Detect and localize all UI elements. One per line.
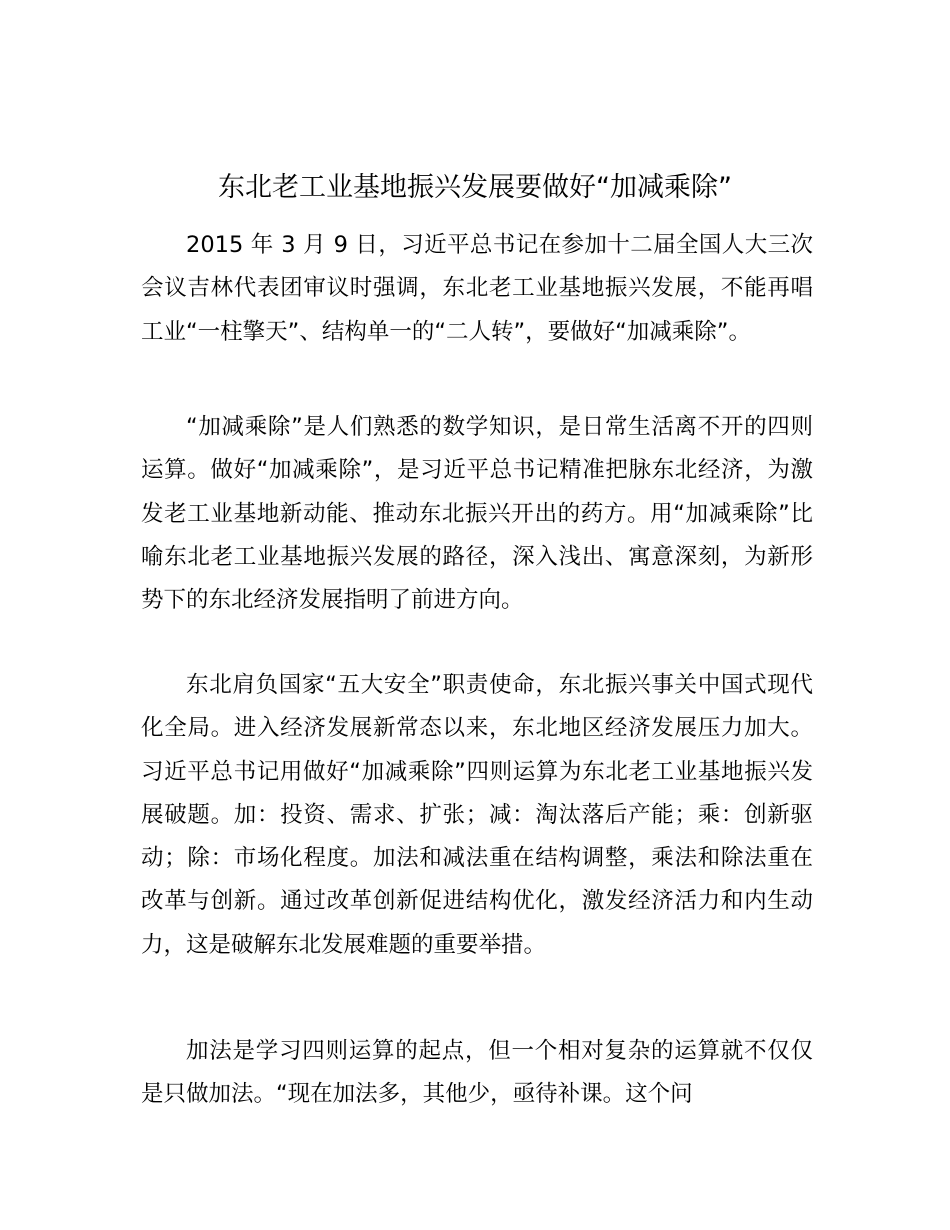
- paragraph-2: “加减乘除”是人们熟悉的数学知识，是日常生活离不开的四则运算。做好“加减乘除”，是习近平总书记精准把脉东北经济，为激发老工业基地新动能、推动东北振兴开出的药方。用“加减乘除”比喻东北老工业基地振兴发展的路径，深入浅出、寓意深刻，为新形势下的东北经济发展指明了前进方向。: [141, 414, 813, 614]
- document-title: 东北老工业基地振兴发展要做好“加减乘除”: [218, 172, 732, 203]
- paragraph-4: 加法是学习四则运算的起点，但一个相对复杂的运算就不仅仅是只做加法。“现在加法多，其他少，亟待补课。这个问: [141, 1038, 813, 1108]
- paragraph-3: 东北肩负国家“五大安全”职责使命，东北振兴事关中国式现代化全局。进入经济发展新常态以来，东北地区经济发展压力加大。习近平总书记用做好“加减乘除”四则运算为东北老工业基地振兴发展破题。加：投资、需求、扩张；减：淘汰落后产能；乘：创新驱动；除：市场化程度。加法和减法重在结构调整，乘法和除法重在改革与创新。通过改革创新促进结构优化，激发经济活力和内生动力，这是破解东北发展难题的重要举措。: [141, 672, 813, 958]
- paragraph-1: 2015 年 3 月 9 日，习近平总书记在参加十二届全国人大三次会议吉林代表团审议时强调，东北老工业基地振兴发展，不能再唱工业“一柱擎天”、结构单一的“二人转”，要做好“加减乘除”。: [141, 232, 813, 345]
